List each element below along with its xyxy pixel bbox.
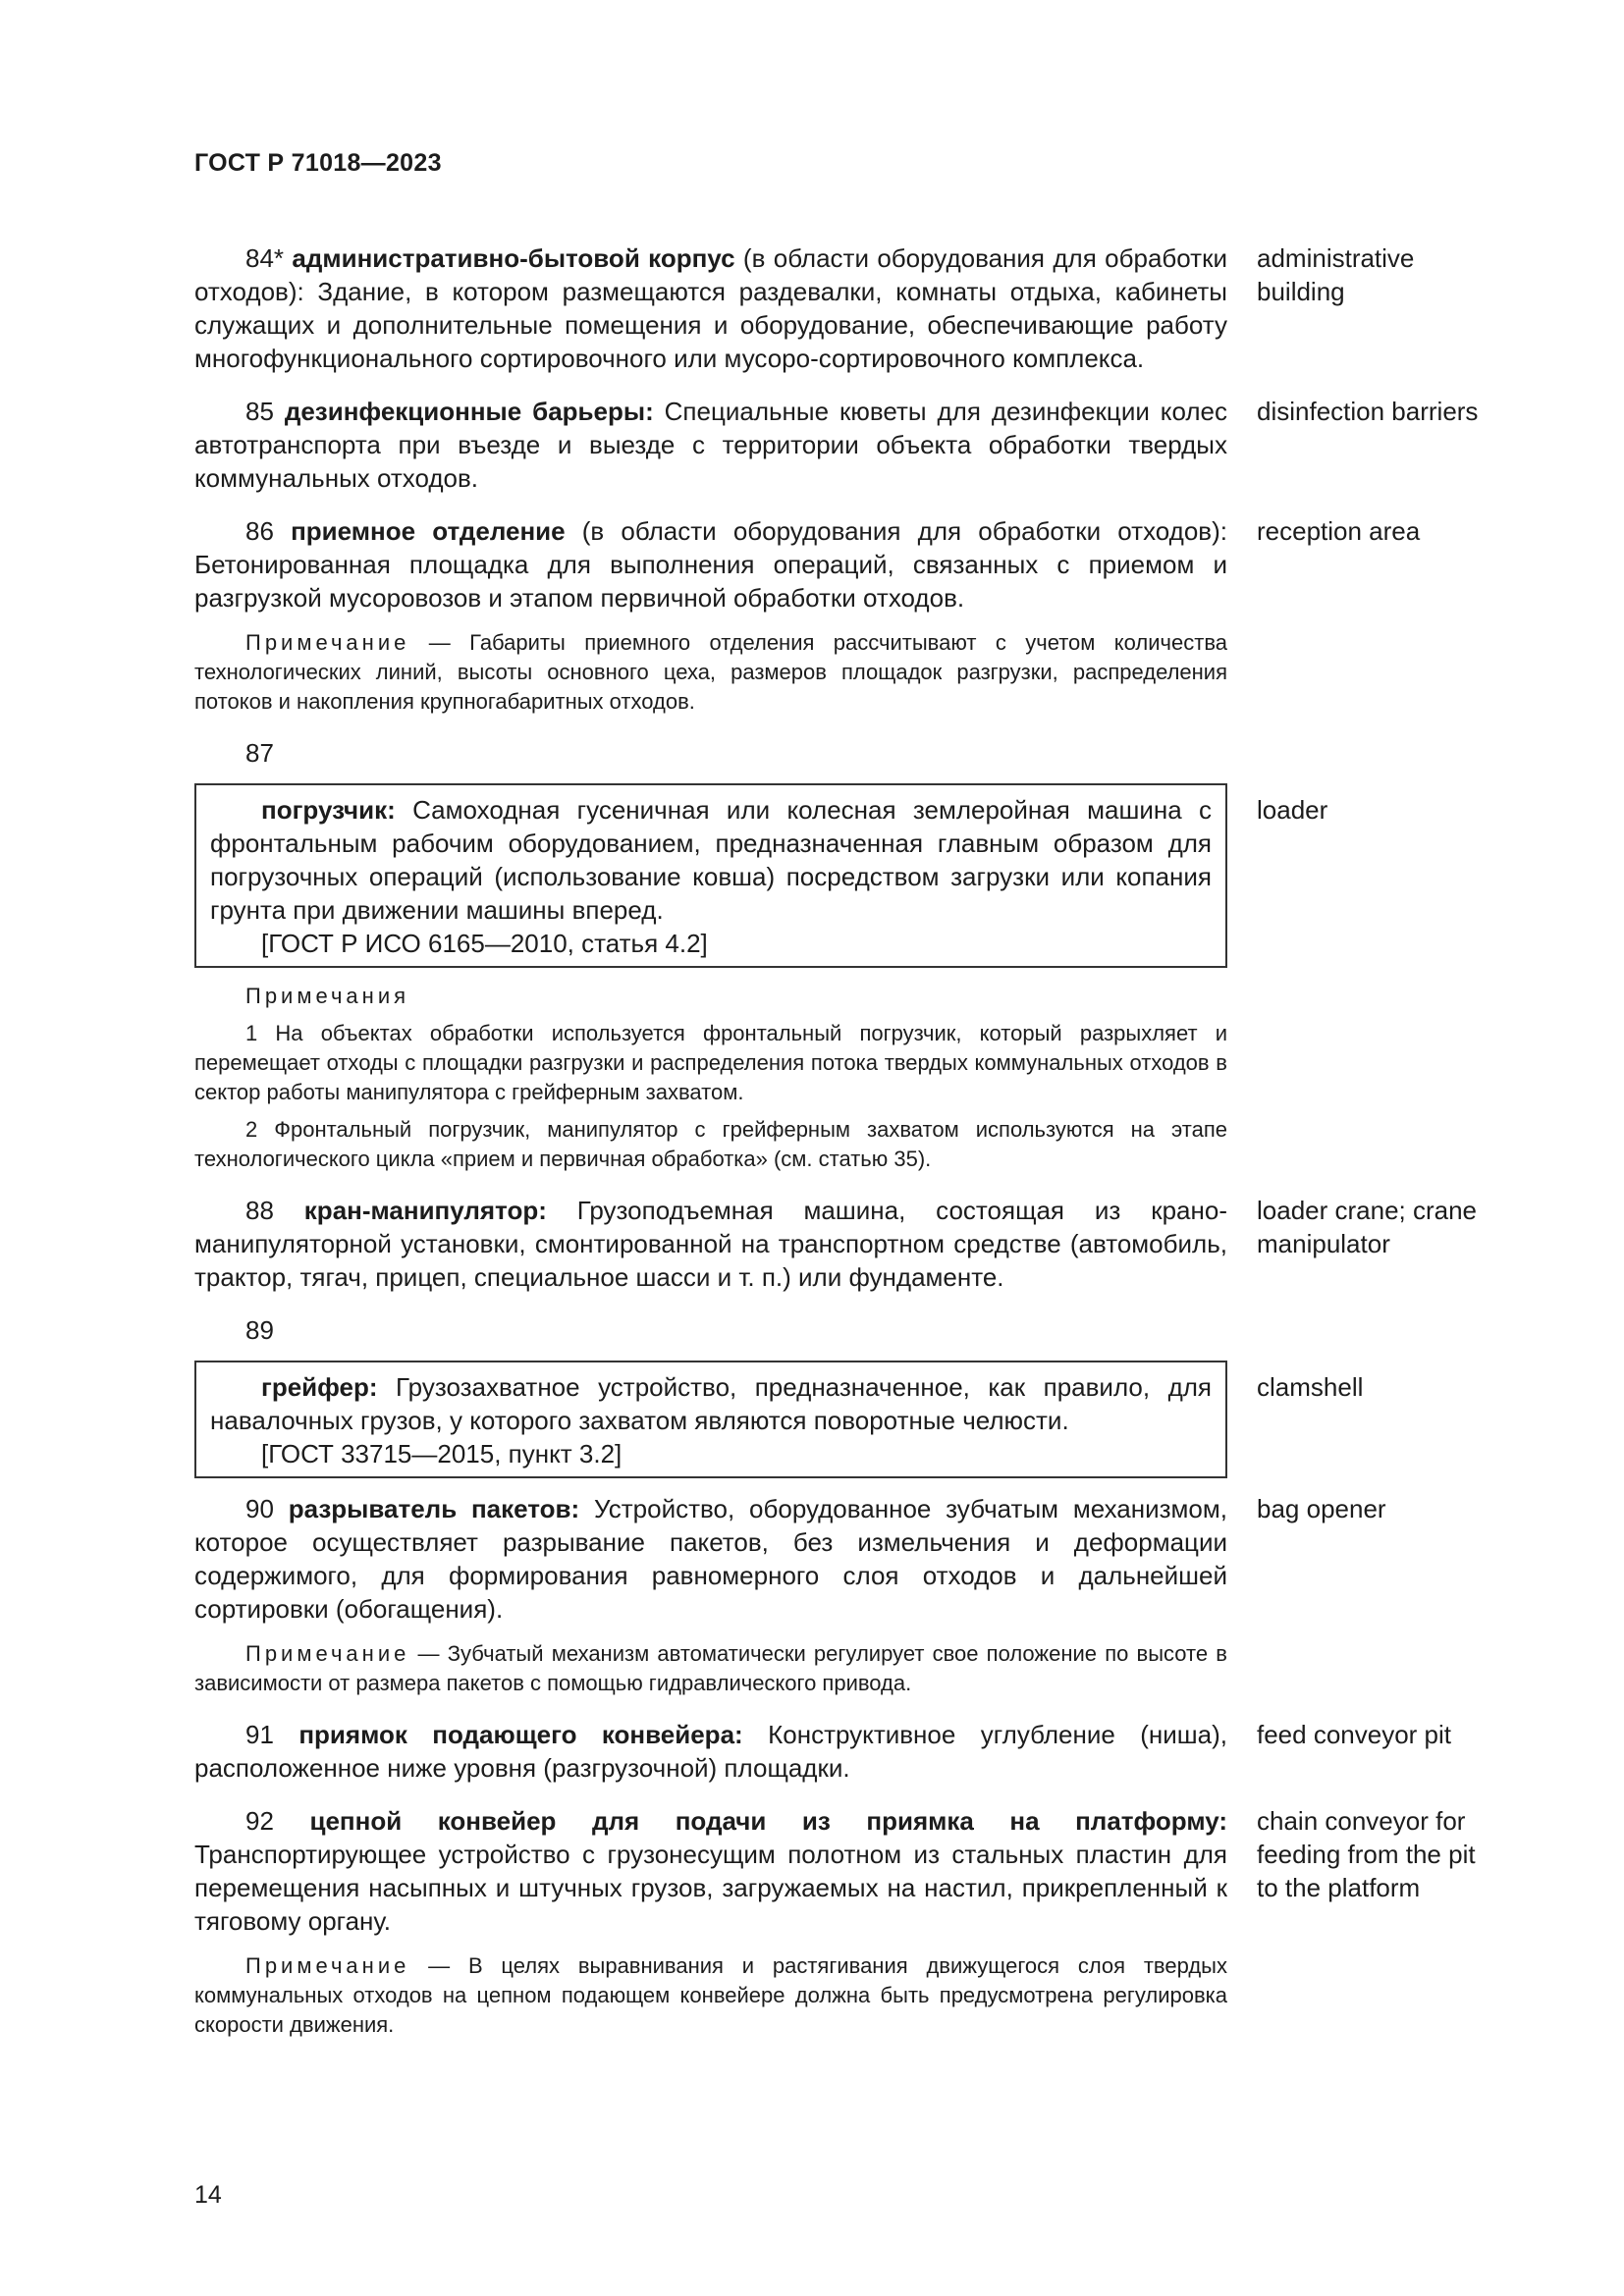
term-note xyxy=(194,1639,1227,1698)
term-english: clamshell xyxy=(1257,1372,1364,1402)
term-text: Конструктивное углубление (ниша), расположенное ниже уровня (разгрузочной) площадки. xyxy=(194,1720,1227,1783)
term-number: 88 xyxy=(245,1196,274,1225)
term-text: (в области оборудования для обработки отходов): Бетонированная площадка для выполнения операций, связанных с приемом и разгрузкой мусоровозов и этапом первичной обработки отходов. xyxy=(194,516,1228,613)
term-number: 89 xyxy=(245,1315,274,1345)
term-definition xyxy=(194,1492,1227,1626)
term-definition xyxy=(194,241,1227,375)
term-text: Специальные кюветы для дезинфекции колес автотранспорта при въезде и выезде с территории объекта обработки твердых коммунальных отходов. xyxy=(194,397,1227,493)
term-name: административно-бытовой корпус xyxy=(292,243,735,273)
term-number: 86 xyxy=(245,516,274,546)
term-english: administrative building xyxy=(1257,243,1415,306)
note-text: — Габариты приемного отделения рассчитывают с учетом количества технологических линий, высоты основного цеха, размеров площадок разгрузки, распределения потоков и накопления крупногабаритных отходов. xyxy=(194,630,1227,714)
term-definition xyxy=(194,1718,1227,1785)
term-english: feed conveyor pit xyxy=(1257,1720,1452,1749)
term-number: 91 xyxy=(245,1720,274,1749)
term-note xyxy=(194,1951,1227,2040)
term-name: дезинфекционные барьеры: xyxy=(284,397,654,426)
term-number: 87 xyxy=(245,738,274,768)
term-source: [ГОСТ Р ИСО 6165—2010, статья 4.2] xyxy=(261,929,708,958)
term-text: (в области оборудования для обработки отходов): Здание, в котором размещаются раздевалки, комнаты отдыха, кабинеты служащих и дополнительные помещения и оборудование, обеспечивающие работу многофункционального сортировочного или мусоро-сортировочного комплекса. xyxy=(194,243,1227,373)
term-name: приемное отделение xyxy=(291,516,566,546)
note-label: Примечание xyxy=(245,630,410,655)
page-number: 14 xyxy=(194,2181,222,2209)
term-entry-84 xyxy=(194,241,1500,375)
term-number: 90 xyxy=(245,1494,274,1523)
term-text: Грузозахватное устройство, предназначенное, как правило, для навалочных грузов, у которого захватом являются поворотные челюсти. xyxy=(210,1372,1212,1435)
term-text: Устройство, оборудованное зубчатым механизмом, которое осуществляет разрывание пакетов, без измельчения и деформации содержимого, для формирования равномерного слоя отходов и дальнейшей сортировки (обогащения). xyxy=(194,1494,1227,1624)
term-definition xyxy=(194,1804,1227,1938)
term-entry-89 xyxy=(194,1361,1500,1478)
term-name: погрузчик: xyxy=(261,795,396,825)
term-name: разрыватель пакетов: xyxy=(288,1494,580,1523)
term-entry-88 xyxy=(194,1194,1500,1294)
term-name: кран-манипулятор: xyxy=(303,1196,547,1225)
term-entry-91 xyxy=(194,1718,1500,1785)
note-text: — Зубчатый механизм автоматически регулирует свое положение по высоте в зависимости от размера пакетов с помощью гидравлического привода. xyxy=(194,1641,1227,1695)
term-source: [ГОСТ 33715—2015, пункт 3.2] xyxy=(261,1439,623,1468)
term-english: reception area xyxy=(1257,516,1421,546)
note-item: 1 На объектах обработки используется фронтальный погрузчик, который разрыхляет и перемещает отходы с площадки разгрузки и распределения потока твердых коммунальных отходов в сектор работы манипулятора с грейферным захватом. xyxy=(194,1021,1227,1104)
term-name: приямок подающего конвейера: xyxy=(298,1720,743,1749)
term-number: 92 xyxy=(245,1806,274,1836)
term-entry-87 xyxy=(194,783,1500,968)
term-definition xyxy=(194,1194,1227,1294)
term-number: 85 xyxy=(245,397,274,426)
term-english: loader crane; crane manipulator xyxy=(1257,1196,1478,1258)
note-text: — В целях выравнивания и растягивания движущегося слоя твердых коммунальных отходов на цепном подающем конвейере должна быть предусмотрена регулировка скорости движения. xyxy=(194,1953,1227,2037)
term-entry-90 xyxy=(194,1492,1500,1626)
term-text: Грузоподъемная машина, состоящая из краноманипуляторной установки, смонтированной на транспортном средстве (автомобиль, трактор, тягач, прицеп, специальное шасси и т. п.) или фундаменте. xyxy=(194,1196,1227,1292)
term-definition xyxy=(210,793,1212,927)
term-english: disinfection barriers xyxy=(1257,397,1479,426)
term-definition xyxy=(194,514,1227,614)
term-entry-86 xyxy=(194,514,1500,614)
notes-label: Примечания xyxy=(245,984,410,1008)
note-item: 2 Фронтальный погрузчик, манипулятор с грейферным захватом используются на этапе технологического цикла «прием и первичная обработка» (см. статью 35). xyxy=(194,1117,1227,1171)
note-label: Примечание xyxy=(245,1953,410,1978)
term-entry-85 xyxy=(194,395,1500,495)
term-definition xyxy=(210,1370,1212,1437)
term-english: bag opener xyxy=(1257,1494,1386,1523)
document-header: ГОСТ Р 71018—2023 xyxy=(194,149,442,177)
terms-section xyxy=(194,241,1500,2040)
term-text: Транспортирующее устройство с грузонесущим полотном из стальных пластин для перемещения насыпных и штучных грузов, загружаемых на настил, прикрепленный к тяговому органу. xyxy=(194,1840,1227,1936)
term-name: грейфер: xyxy=(261,1372,378,1402)
term-definition xyxy=(194,395,1227,495)
quoted-term-box xyxy=(194,783,1227,968)
term-english: loader xyxy=(1257,795,1328,825)
term-notes xyxy=(194,982,1227,1174)
term-note xyxy=(194,628,1227,717)
quoted-term-box xyxy=(194,1361,1227,1478)
term-text: Самоходная гусеничная или колесная землеройная машина с фронтальным рабочим оборудованием, предназначенная главным образом для погрузочных операций (использование ковша) посредством загрузки или копания грунта при движении машины вперед. xyxy=(210,795,1212,925)
note-label: Примечание xyxy=(245,1641,410,1666)
term-entry-92 xyxy=(194,1804,1500,1938)
term-number: 84* xyxy=(245,243,285,273)
term-name: цепной конвейер для подачи из приямка на платформу: xyxy=(309,1806,1227,1836)
term-english: chain conveyor for feeding from the pit to the platform xyxy=(1257,1806,1476,1902)
